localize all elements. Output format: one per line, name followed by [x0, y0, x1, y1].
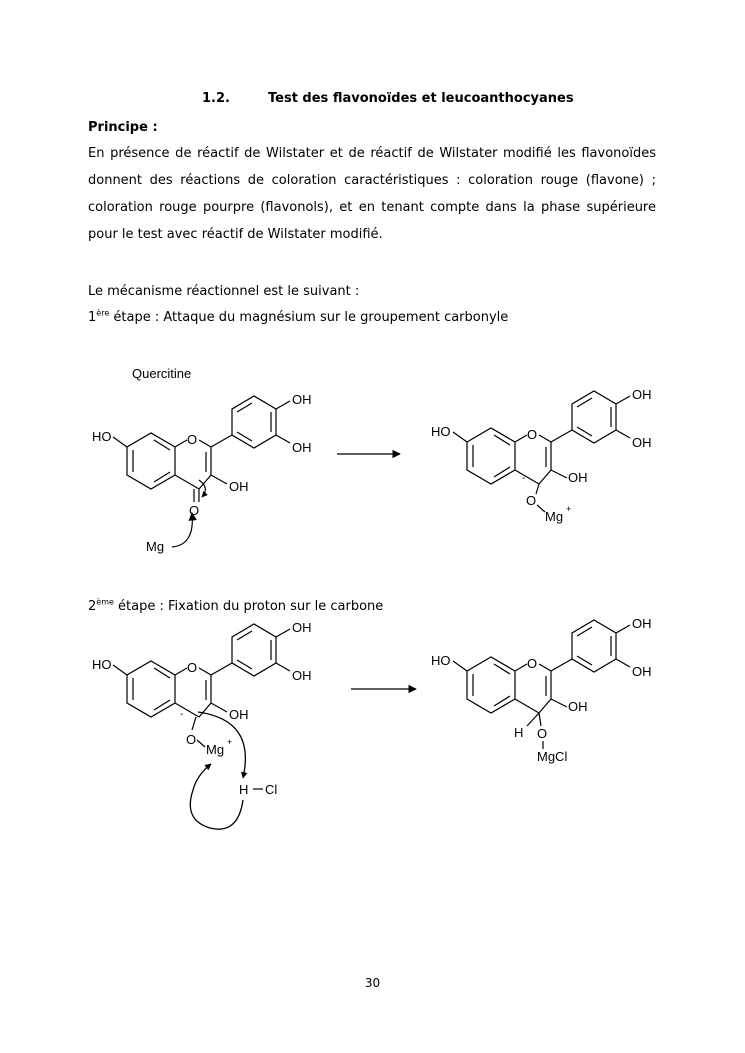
step1-ordinal: 1: [88, 310, 97, 325]
principe-heading: Principe :: [88, 120, 158, 135]
m3-mg: Mg: [206, 742, 225, 757]
m3-oh-3: OH: [229, 707, 249, 722]
m2-oh-3: OH: [568, 470, 588, 485]
quercitine-label: Quercitine: [132, 366, 192, 381]
step1-sup: ère: [96, 308, 110, 318]
step2-text: étape : Fixation du proton sur le carbone: [113, 599, 384, 614]
m4-ho: HO: [431, 653, 451, 668]
m2-oh-top: OH: [632, 387, 652, 402]
m4-h: H: [514, 725, 524, 740]
m4-oh-top: OH: [632, 616, 652, 631]
m3-o-alkoxide: O: [186, 732, 197, 747]
m1-ho: HO: [92, 429, 112, 444]
m3-cl: Cl: [265, 782, 278, 797]
section-number: 1.2.: [202, 91, 230, 106]
mechanism-intro: Le mécanisme réactionnel est le suivant :: [88, 284, 360, 299]
m2-mg-plus: +: [566, 504, 572, 514]
molecule-quercitine: [113, 396, 290, 547]
page-number: 30: [364, 976, 381, 990]
m2-ho: HO: [431, 424, 451, 439]
section-title: Test des flavonoïdes et leucoanthocyanes: [268, 91, 574, 106]
m3-o-ring: O: [187, 660, 198, 675]
m4-o: O: [537, 726, 548, 741]
m1-oh-mid: OH: [292, 440, 312, 455]
m2-minus: -: [522, 473, 526, 484]
m3-mg-plus: +: [227, 737, 233, 747]
step2-ordinal: 2: [88, 599, 97, 614]
m1-mg: Mg: [146, 539, 165, 554]
m4-o-ring: O: [527, 656, 538, 671]
m1-o-carbonyl: O: [189, 503, 200, 518]
m1-o-ring: O: [187, 432, 198, 447]
molecule-step2-reactant: [113, 624, 290, 829]
step1-text: étape : Attaque du magnésium sur le groupement carbonyle: [109, 310, 509, 325]
m2-oh-mid: OH: [632, 435, 652, 450]
m2-mg: Mg: [545, 509, 564, 524]
m1-oh-3: OH: [229, 479, 249, 494]
m4-mgcl: MgCl: [537, 749, 568, 764]
m3-minus: -: [180, 709, 184, 720]
m4-oh-3: OH: [568, 699, 588, 714]
m3-ho: HO: [92, 657, 112, 672]
molecule-mg-alkoxide: [453, 391, 630, 512]
m3-oh-top: OH: [292, 620, 312, 635]
step2-sup: ème: [96, 597, 114, 607]
m1-oh-top: OH: [292, 392, 312, 407]
m2-o-alkoxide: O: [526, 493, 537, 508]
principe-paragraph: En présence de réactif de Wilstater et de réactif de Wilstater modifié les flavonoïdes donnent des réactions de coloration caractéristiques : coloration rouge (flavone) ; coloration rouge pourpre (flavonols), et en tenant compte dans la phase supérieure pour le test avec réactif de Wilstater modifié.: [88, 146, 656, 242]
m2-o-ring: O: [527, 427, 538, 442]
m4-oh-mid: OH: [632, 664, 652, 679]
m3-h: H: [239, 782, 249, 797]
m3-oh-mid: OH: [292, 668, 312, 683]
